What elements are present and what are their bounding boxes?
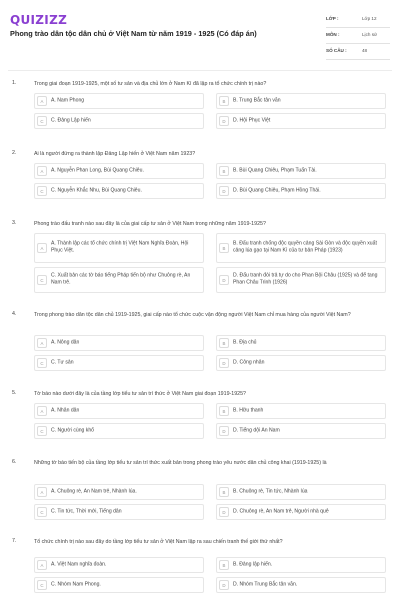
- option-text: B. Đảng lập hiến.: [233, 561, 273, 568]
- option-c[interactable]: [34, 504, 204, 520]
- question-text: Phong trào đấu tranh nào sau đây là của giai cấp tư sản ở Việt Nam trong những năm 1919-1925?: [34, 221, 266, 227]
- option-text: D. Công nhân: [233, 359, 265, 366]
- question-text: Tờ báo nào dưới đây là của tầng lớp tiểu tư sản trí thức ở Việt Nam giai đoạn 1919-1925?: [34, 391, 247, 397]
- option-badge: D: [219, 358, 229, 368]
- option-text: A. Nam Phong: [51, 97, 85, 104]
- option-badge: B: [219, 243, 229, 253]
- option-text: C. Nhóm Nam Phong.: [51, 581, 101, 588]
- header-divider: [8, 70, 392, 71]
- option-badge: C: [37, 426, 47, 436]
- worksheet-header: [0, 0, 400, 72]
- option-a[interactable]: [34, 403, 204, 419]
- option-text: B. Bùi Quang Chiêu, Phạm Tuấn Tài.: [233, 167, 317, 174]
- option-b[interactable]: [216, 93, 386, 109]
- option-a[interactable]: [34, 233, 204, 263]
- meta-row-count: [326, 46, 390, 60]
- option-c[interactable]: [34, 267, 204, 293]
- question-text: Những tờ báo tiến bộ của tầng lớp tiểu tư sản trí thức xuất bản trong phong trào yêu nước dân chủ công khai (1919-1925) là: [34, 460, 327, 466]
- option-badge: C: [37, 580, 47, 590]
- option-badge: A: [37, 243, 47, 253]
- option-badge: B: [219, 560, 229, 570]
- option-c[interactable]: [34, 183, 204, 199]
- option-text: A. Việt Nam nghĩa đoàn.: [51, 561, 107, 568]
- option-b[interactable]: [216, 484, 386, 500]
- option-text: A. Nhân dân: [51, 407, 80, 414]
- meta-value: 48: [362, 48, 368, 53]
- option-d[interactable]: [216, 504, 386, 520]
- question-number: 5.: [12, 390, 17, 396]
- meta-row-class: [326, 14, 390, 28]
- option-text: D. Tiếng dội An Nam: [233, 427, 280, 434]
- option-d[interactable]: [216, 267, 386, 293]
- option-badge: A: [37, 166, 47, 176]
- option-text: D. Hội Phục Việt: [233, 117, 271, 124]
- option-text: B. Hữu thanh: [233, 407, 264, 414]
- option-text: C. Tin tức, Thời mới, Tiếng dân: [51, 508, 122, 515]
- question-number: 1.: [12, 80, 17, 86]
- meta-row-subject: [326, 30, 390, 44]
- option-b[interactable]: [216, 335, 386, 351]
- option-text: A. Chuông rè, An Nam trẻ, Nhành lúa.: [51, 488, 137, 495]
- meta-label: MÔN :: [326, 32, 340, 37]
- question-number: 7.: [12, 538, 17, 544]
- question-number: 2.: [12, 150, 17, 156]
- option-b[interactable]: [216, 163, 386, 179]
- meta-value: Lịch sử: [362, 32, 378, 37]
- option-badge: D: [219, 580, 229, 590]
- option-text: B. Trung Bắc tân văn: [233, 97, 281, 104]
- option-badge: D: [219, 426, 229, 436]
- meta-panel: [326, 14, 390, 62]
- option-a[interactable]: [34, 557, 204, 573]
- option-text: C. Xuất bản các tờ báo tiếng Pháp tiến bộ như Chuông rè, An Nam trẻ.: [51, 272, 191, 286]
- option-text: A. Thành lập các tổ chức chính trị Việt Nam Nghĩa Đoàn, Hội Phục Việt.: [51, 240, 189, 254]
- page-title: Phong trào dân tộc dân chủ ở Việt Nam từ năm 1919 - 1925 (Có đáp án): [10, 29, 257, 38]
- question-text: Trong phong trào dân tộc dân chủ 1919-1925, giai cấp nào tổ chức cuộc vận động người Việt Nam chỉ mua hàng của người Việt Nam?: [34, 312, 351, 318]
- option-a[interactable]: [34, 163, 204, 179]
- option-badge: A: [37, 338, 47, 348]
- option-text: D. Nhóm Trung Bắc tân văn.: [233, 581, 298, 588]
- option-badge: C: [37, 275, 47, 285]
- option-b[interactable]: [216, 233, 386, 263]
- option-text: B. Đấu tranh chống độc quyền cảng Sài Gòn và độc quyền xuất cảng lúa gạo tại Nam Kì của tư bản Pháp (1923): [233, 240, 377, 254]
- question-number: 6.: [12, 459, 17, 465]
- meta-value: Lớp 12: [362, 16, 377, 21]
- option-text: C. Đảng Lập hiến: [51, 117, 91, 124]
- question-text: Ai là người đứng ra thành lập Đảng Lập hiến ở Việt Nam năm 1923?: [34, 151, 196, 157]
- option-badge: A: [37, 96, 47, 106]
- option-a[interactable]: [34, 93, 204, 109]
- question-text: Tổ chức chính trị nào sau đây do tầng lớp tiểu tư sản ở Việt Nam lập ra sau chiến tranh thế giới thứ nhất?: [34, 539, 283, 545]
- option-text: D. Đấu tranh đòi trả tự do cho Phan Bội Châu (1925) và để tang Phan Châu Trinh (1926): [233, 272, 378, 286]
- option-a[interactable]: [34, 335, 204, 351]
- option-text: A. Nông dân: [51, 339, 80, 346]
- question-number: 4.: [12, 311, 17, 317]
- option-badge: A: [37, 487, 47, 497]
- question-number: 3.: [12, 220, 17, 226]
- option-c[interactable]: [34, 113, 204, 129]
- option-text: D. Chuông rè, An Nam trẻ, Người nhà quê: [233, 508, 329, 515]
- option-badge: B: [219, 487, 229, 497]
- option-badge: C: [37, 186, 47, 196]
- option-badge: B: [219, 166, 229, 176]
- option-text: C. Nguyễn Khắc Nhu, Bùi Quang Chiêu.: [51, 187, 142, 194]
- option-a[interactable]: [34, 484, 204, 500]
- option-c[interactable]: [34, 423, 204, 439]
- option-b[interactable]: [216, 557, 386, 573]
- option-badge: D: [219, 116, 229, 126]
- option-d[interactable]: [216, 113, 386, 129]
- quizizz-logo: QUIZIZZ: [10, 13, 68, 27]
- option-badge: A: [37, 560, 47, 570]
- option-c[interactable]: [34, 577, 204, 593]
- option-badge: B: [219, 406, 229, 416]
- option-d[interactable]: [216, 355, 386, 371]
- option-d[interactable]: [216, 423, 386, 439]
- option-text: C. Người cùng khổ: [51, 427, 94, 434]
- option-d[interactable]: [216, 183, 386, 199]
- option-badge: C: [37, 358, 47, 368]
- option-text: A. Nguyễn Phan Long, Bùi Quang Chiêu.: [51, 167, 144, 174]
- option-badge: D: [219, 186, 229, 196]
- option-text: B. Địa chủ: [233, 339, 257, 346]
- option-c[interactable]: [34, 355, 204, 371]
- option-badge: D: [219, 507, 229, 517]
- option-badge: D: [219, 275, 229, 285]
- option-text: D. Bùi Quang Chiêu, Phạm Hồng Thái.: [233, 187, 321, 194]
- option-text: B. Chuông rè, Tin tức, Nhành lúa: [233, 488, 308, 495]
- option-badge: B: [219, 338, 229, 348]
- option-badge: C: [37, 116, 47, 126]
- option-text: C. Tư sản: [51, 359, 74, 366]
- option-b[interactable]: [216, 403, 386, 419]
- option-badge: B: [219, 96, 229, 106]
- option-badge: C: [37, 507, 47, 517]
- meta-label: LỚP :: [326, 16, 339, 21]
- meta-label: SỐ CÂU :: [326, 48, 347, 53]
- question-text: Trong giai đoạn 1919-1925, một số tư sản và địa chủ lớn ở Nam Kì đã lập ra tổ chức chính trị nào?: [34, 81, 267, 87]
- option-badge: A: [37, 406, 47, 416]
- option-d[interactable]: [216, 577, 386, 593]
